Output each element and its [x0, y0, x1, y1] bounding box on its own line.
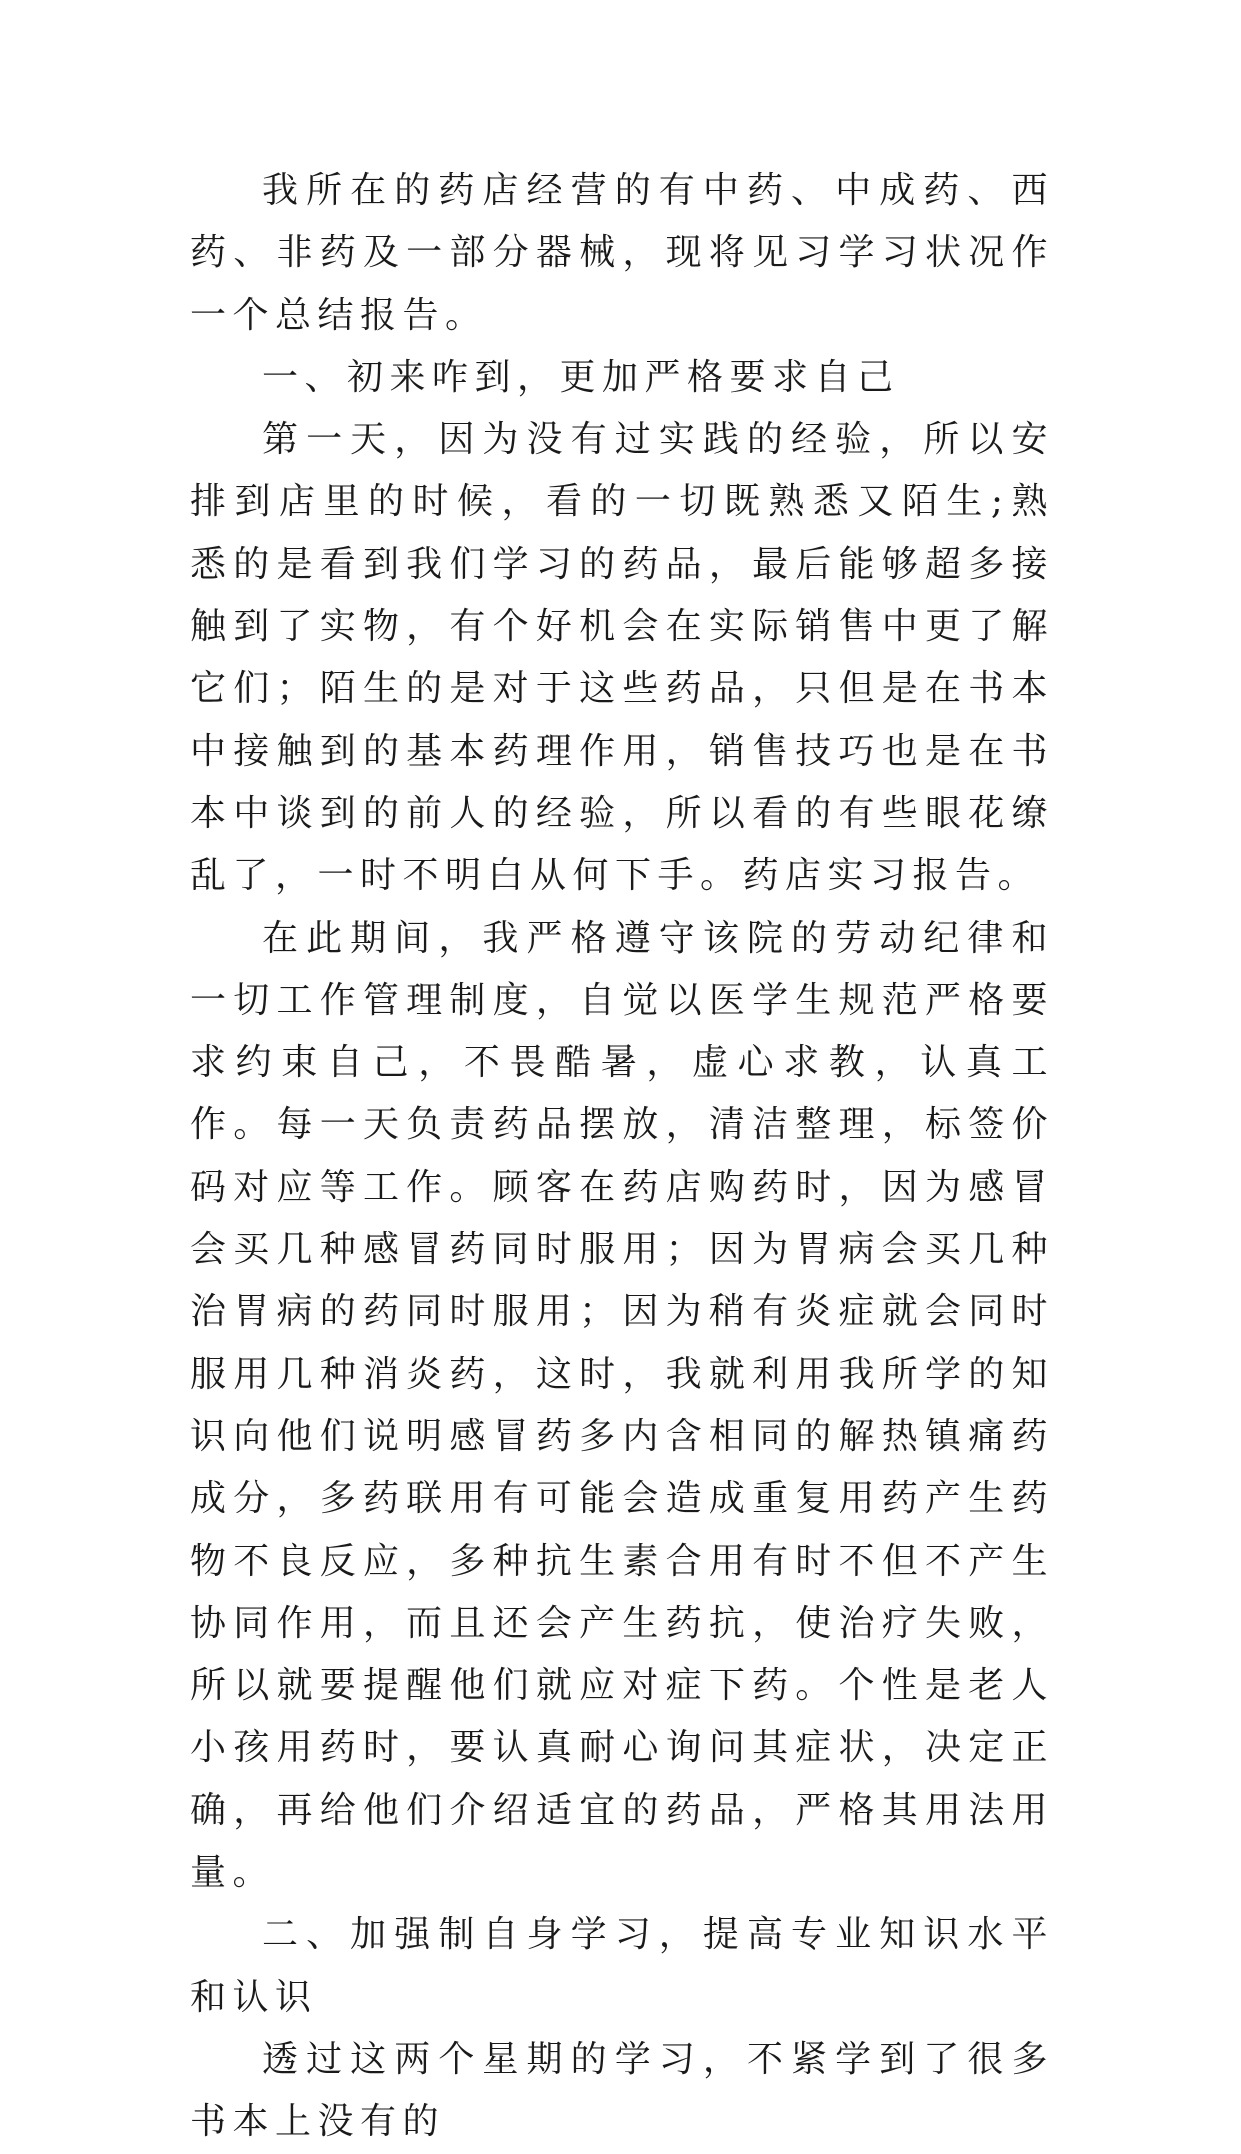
section-heading-2: 二、加强制自身学习，提高专业知识水平和认识: [190, 1914, 1054, 2018]
paragraph-learning: 透过这两个星期的学习，不紧学到了很多书本上没有的: [190, 2038, 1054, 2143]
section-heading-1: 一、初来咋到，更加严格要求自己: [262, 356, 900, 398]
paragraph-work-duties: 在此期间，我严格遵守该院的劳动纪律和一切工作管理制度，自觉以医学生规范严格要求约束自己，不畏酷暑，虚心求教，认真工作。每一天负责药品摆放，清洁整理，标签价码对应等工作。顾客在药店购药时，因为感冒会买几种感冒药同时服用；因为胃病会买几种治胃病的药同时服用；因为稍有炎症就会同时服用几种消炎药，这时，我就利用我所学的知识向他们说明感冒药多内含相同的解热镇痛药成分，多药联用有可能会造成重复用药产生药物不良反应，多种抗生素合用有时不但不产生协同作用，而且还会产生药抗，使治疗失败，所以就要提醒他们就应对症下药。个性是老人小孩用药时，要认真耐心询问其症状，决定正确，再给他们介绍适宜的药品，严格其用法用量。: [190, 917, 1054, 1894]
paragraph-first-day: 第一天，因为没有过实践的经验，所以安排到店里的时候，看的一切既熟悉又陌生;熟悉的是看到我们学习的药品，最后能够超多接触到了实物，有个好机会在实际销售中更了解它们；陌生的是对于这些药品，只但是在书本中接触到的基本药理作用，销售技巧也是在书本中谈到的前人的经验，所以看的有些眼花缭乱了，一时不明白从何下手。药店实习报告。: [190, 419, 1054, 897]
paragraph-intro: 我所在的药店经营的有中药、中成药、西药、非药及一部分器械，现将见习学习状况作一个总结报告。: [190, 170, 1054, 336]
document-body: [190, 160, 1054, 2154]
